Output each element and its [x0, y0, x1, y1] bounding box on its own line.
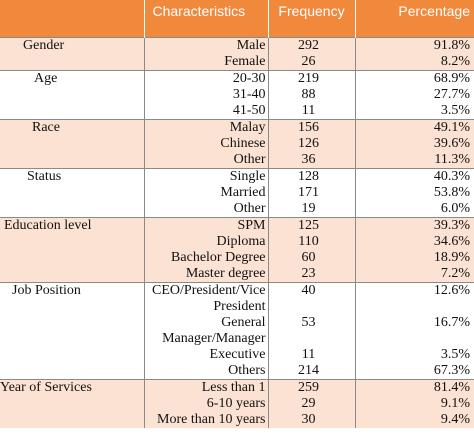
- group-label: Job Position: [0, 283, 144, 300]
- frequency-cell: 219: [268, 71, 355, 88]
- frequency-cell: 259: [268, 380, 355, 397]
- group-label-empty: [0, 234, 144, 250]
- characteristic-cell: Male: [144, 38, 268, 55]
- frequency-cell: 11: [268, 347, 355, 363]
- table-row: [0, 347, 474, 363]
- group-label-empty: [0, 412, 144, 428]
- frequency-cell: 36: [268, 152, 355, 169]
- percentage-cell: 53.8%: [355, 185, 474, 201]
- group-label-empty: [0, 185, 144, 201]
- table-row: [0, 201, 474, 218]
- group-label-empty: [0, 250, 144, 266]
- percentage-cell: 39.3%: [355, 218, 474, 235]
- characteristic-cell: Manager/Manager: [144, 331, 268, 347]
- percentage-cell: 11.3%: [355, 152, 474, 169]
- table-row: [0, 250, 474, 266]
- percentage-cell: 34.6%: [355, 234, 474, 250]
- table-row: [0, 152, 474, 169]
- table-row: [0, 331, 474, 347]
- percentage-cell: 39.6%: [355, 136, 474, 152]
- characteristic-cell: Married: [144, 185, 268, 201]
- frequency-cell: 40: [268, 283, 355, 300]
- group-label-empty: [0, 315, 144, 331]
- percentage-cell: 8.2%: [355, 54, 474, 71]
- frequency-cell: 126: [268, 136, 355, 152]
- frequency-cell: 11: [268, 103, 355, 120]
- percentage-cell: 3.5%: [355, 103, 474, 120]
- group-label-empty: [0, 103, 144, 120]
- group-label-empty: [0, 299, 144, 315]
- frequency-cell: 110: [268, 234, 355, 250]
- characteristic-cell: Diploma: [144, 234, 268, 250]
- group-label: Education level: [0, 218, 144, 235]
- group-label-empty: [0, 331, 144, 347]
- group-label: Age: [0, 71, 144, 88]
- frequency-cell: 214: [268, 363, 355, 380]
- table-body: [0, 38, 474, 429]
- percentage-cell: 68.9%: [355, 71, 474, 88]
- percentage-cell: 91.8%: [355, 38, 474, 55]
- group-label-empty: [0, 396, 144, 412]
- characteristic-cell: Executive: [144, 347, 268, 363]
- table-row: [0, 38, 474, 55]
- table-row: [0, 87, 474, 103]
- percentage-cell: [355, 331, 474, 347]
- percentage-cell: 16.7%: [355, 315, 474, 331]
- frequency-cell: 292: [268, 38, 355, 55]
- group-label-empty: [0, 87, 144, 103]
- percentage-cell: 49.1%: [355, 120, 474, 137]
- characteristic-cell: Master degree: [144, 266, 268, 283]
- table-row: [0, 54, 474, 71]
- table-row: [0, 169, 474, 186]
- characteristic-cell: More than 10 years: [144, 412, 268, 428]
- group-label-empty: [0, 347, 144, 363]
- frequency-cell: 156: [268, 120, 355, 137]
- table-row: [0, 120, 474, 137]
- header-blank: [0, 0, 144, 38]
- percentage-cell: 7.2%: [355, 266, 474, 283]
- percentage-cell: 9.4%: [355, 412, 474, 428]
- percentage-cell: [355, 299, 474, 315]
- characteristic-cell: Malay: [144, 120, 268, 137]
- frequency-cell: 128: [268, 169, 355, 186]
- characteristic-cell: Chinese: [144, 136, 268, 152]
- group-label: Status: [0, 169, 144, 186]
- percentage-cell: 9.1%: [355, 396, 474, 412]
- group-label-empty: [0, 363, 144, 380]
- characteristic-cell: General: [144, 315, 268, 331]
- characteristic-cell: Less than 1: [144, 380, 268, 397]
- characteristic-cell: Single: [144, 169, 268, 186]
- percentage-cell: 81.4%: [355, 380, 474, 397]
- characteristic-cell: Other: [144, 152, 268, 169]
- group-label: Race: [0, 120, 144, 137]
- characteristic-cell: 31-40: [144, 87, 268, 103]
- frequency-cell: 125: [268, 218, 355, 235]
- table-row: [0, 299, 474, 315]
- table-row: [0, 283, 474, 300]
- group-label-empty: [0, 54, 144, 71]
- characteristic-cell: Other: [144, 201, 268, 218]
- group-label-empty: [0, 136, 144, 152]
- frequency-cell: 53: [268, 315, 355, 331]
- table-row: [0, 136, 474, 152]
- percentage-cell: 6.0%: [355, 201, 474, 218]
- characteristic-cell: President: [144, 299, 268, 315]
- table-header: [0, 0, 474, 38]
- characteristic-cell: 6-10 years: [144, 396, 268, 412]
- header-row: [0, 0, 474, 38]
- table-row: [0, 185, 474, 201]
- group-label: Gender: [0, 38, 144, 55]
- percentage-cell: 18.9%: [355, 250, 474, 266]
- percentage-cell: 3.5%: [355, 347, 474, 363]
- frequency-cell: 23: [268, 266, 355, 283]
- frequency-cell: 19: [268, 201, 355, 218]
- frequency-cell: 60: [268, 250, 355, 266]
- characteristic-cell: 20-30: [144, 71, 268, 88]
- frequency-cell: 26: [268, 54, 355, 71]
- characteristic-cell: Bachelor Degree: [144, 250, 268, 266]
- frequency-cell: 30: [268, 412, 355, 428]
- percentage-cell: 12.6%: [355, 283, 474, 300]
- percentage-cell: 67.3%: [355, 363, 474, 380]
- percentage-cell: 40.3%: [355, 169, 474, 186]
- table-row: [0, 266, 474, 283]
- characteristic-cell: 41-50: [144, 103, 268, 120]
- header-frequency: Frequency: [268, 0, 355, 38]
- frequency-cell: [268, 299, 355, 315]
- header-characteristics: Characteristics: [144, 0, 268, 38]
- group-label-empty: [0, 266, 144, 283]
- header-percentage: Percentage: [355, 0, 474, 38]
- characteristic-cell: CEO/President/Vice: [144, 283, 268, 300]
- frequency-cell: 171: [268, 185, 355, 201]
- table-row: [0, 218, 474, 235]
- frequency-cell: 29: [268, 396, 355, 412]
- characteristic-cell: Female: [144, 54, 268, 71]
- table-row: [0, 71, 474, 88]
- frequency-cell: 88: [268, 87, 355, 103]
- table-row: [0, 234, 474, 250]
- characteristic-cell: Others: [144, 363, 268, 380]
- frequency-cell: [268, 331, 355, 347]
- table-row: [0, 396, 474, 412]
- table-row: [0, 412, 474, 428]
- group-label-empty: [0, 201, 144, 218]
- percentage-cell: 27.7%: [355, 87, 474, 103]
- table-row: [0, 315, 474, 331]
- characteristic-cell: SPM: [144, 218, 268, 235]
- group-label-empty: [0, 152, 144, 169]
- group-label: Year of Services: [0, 380, 144, 397]
- table-row: [0, 103, 474, 120]
- table-row: [0, 380, 474, 397]
- table-row: [0, 363, 474, 380]
